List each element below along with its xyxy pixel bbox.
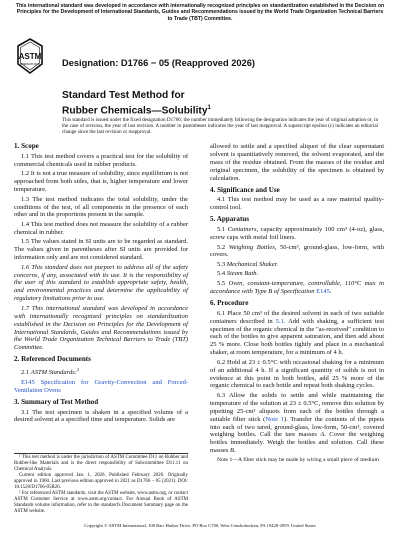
para-5-3 — [210, 261, 384, 269]
para-6-1-b: . Add with shaking, a sufficient test specimen of the organic chemical in the "as-received" condition to each of the bottles to give apparent saturation, and then add about 25 % more. Close both bottles tightly and place in a mechanical shaker, at room temperature, for a minimum of 4 h. — [210, 317, 384, 357]
para-1-2: 1.2 It is not a true measure of solubility, since equilibrium is not approached from both sides, that is, higher temperature and lower temperature. — [14, 170, 188, 194]
para-5-2-num: 5.2 — [217, 243, 229, 251]
para-1-3: 1.3 The test method indicates the total solubility, under the conditions of the test, of all components in the presence of each other and in the proportions present in the sample. — [14, 195, 188, 219]
heading-scope: 1. Scope — [14, 142, 39, 150]
para-1-7: 1.7 This international standard was developed in accordance with internationally recognized principles on standardization established in the Decision on Principles for the Development of International Standards, Guides and Recommendations issued by the World Trade Organization Technical Barriers to Trade (TBT) Committee. — [14, 304, 188, 352]
footnote-1: ¹ This test method is under the jurisdiction of ASTM Committee D11 on Rubber and Rubber-like Materials and is the direct responsibility of Subcommittee D11.11 on Chemical Analysis. — [14, 455, 188, 472]
para-1-1: 1.1 This test method covers a practical test for the solubility of commercial chemicals used in rubber products. — [14, 152, 188, 168]
link-e145[interactable]: E145 — [21, 378, 35, 386]
footnotes — [14, 453, 188, 515]
para-5-1 — [210, 226, 384, 242]
link-e145-spec[interactable]: E145 — [316, 287, 330, 295]
title-line-1: Standard Test Method for — [62, 90, 185, 101]
para-1-4: 1.4 This test method does not measure the solubility of a rubber chemical in rubber. — [14, 220, 188, 236]
footnote-1-edition: Current edition approved Jan. 1, 2026. Published February 2026. Originally approved in 1960. Last previous edition approved in 2021 as D1766 – 05 (2021). DOI: 10.1520/D1766-05R26. — [14, 473, 188, 490]
para-6-1-a: 6.1 Place 50 cm³ of the desired solvent in each of two suitable containers described in — [210, 309, 384, 325]
left-column — [14, 143, 188, 426]
svg-text:INTERNATIONAL: INTERNATIONAL — [19, 63, 41, 66]
para-6-3-d: . — [234, 447, 236, 455]
steam-bath-label: Steam Bath. — [226, 270, 259, 278]
heading-apparatus: 5. Apparatus — [210, 215, 250, 224]
para-1-6: 1.6 This standard does not purport to address all of the safety concerns, if any, associated with its use. It is the responsibility of the user of this standard to establish appropriate safety, health, and environmental practices and determine the applicability of regulatory limitations prior to use. — [14, 263, 188, 303]
para-6-3 — [210, 392, 384, 455]
para-3-1-continued: allowed to settle and a specified aliquot of the clear supernatant solvent is quantitatively removed, the solvent evaporated, and the mass of the residue obtained. From the masses of the residue and original specimen, the solubility of the specimen is obtained by calculation. — [210, 143, 384, 182]
heading-significance: 4. Significance and Use — [210, 185, 280, 194]
weighing-bottles-label: Weighing Bottles, — [228, 243, 277, 251]
note-1: Note 1—A filter stick may be made by wiring a small piece of medium — [217, 456, 379, 463]
para-5-4 — [210, 270, 384, 278]
right-column — [210, 143, 384, 465]
heading-procedure: 6. Procedure — [210, 298, 249, 307]
para-6-3-a: 6.3 Allow the solids to settle and while maintaining the temperature of the solution at 23 ± 0.5°C, remove this solution by pipetting 25-cm³ aliquots from each of the bottles through a suitable filter stick ( — [210, 391, 384, 423]
astm-standards-label: ASTM Standards: — [30, 369, 77, 377]
para-2-1 — [14, 366, 188, 377]
astm-logo-icon — [16, 38, 44, 74]
para-5-2 — [210, 244, 384, 260]
title-footnote-ref: 1 — [207, 105, 211, 111]
para-5-5 — [210, 280, 384, 296]
mechanical-shaker-label: Mechanical Shaker. — [226, 260, 279, 268]
reference-e145-title[interactable]: Specification for Gravity-Convection and Forced-Ventilation Ovens — [14, 378, 188, 394]
link-note-1[interactable]: Note 1 — [265, 415, 284, 423]
tare-mass-a: A — [320, 431, 325, 439]
para-1-5: 1.5 The values stated in SI units are to be regarded as standard. The values given in parentheses after SI units are provided for information only and are not considered standard. — [14, 238, 188, 262]
para-6-3-b: ). Transfer the contents of the pipets into each of two tared, ground-glass, low-form, 50-cm³, covered weighing bottles. Call the tare masses — [210, 415, 384, 439]
para-3-1: 3.1 The test specimen is shaken in a specified volume of a desired solvent at a specified time and temperature. Solids are — [14, 408, 188, 424]
standard-title — [62, 90, 211, 117]
para-5-2-text: 50-cm³, ground-glass, low-form, with covers. — [210, 243, 384, 259]
para-5-3-num: 5.3 — [217, 260, 227, 268]
mass-b: B — [230, 447, 235, 455]
footnote-ref-2: 2 — [76, 367, 80, 373]
wto-notice: This international standard was developed in accordance with internationally recognized principles on standardization established in the Decision on Principles for the Development of International Standards, Guides and Recommendations issued by the World Trade Organization Technical Barriers to Trade (TBT) Committee. — [15, 3, 385, 22]
para-5-5-end: . — [329, 287, 332, 295]
para-6-3-c: . Cover the weighing bottles immediately. Weigh the bottles and solution. Call these masses — [210, 431, 384, 455]
para-6-1 — [210, 310, 384, 357]
designation: Designation: D1766 − 05 (Reapproved 2026) — [62, 58, 255, 68]
oven-label: Oven, constant-temperature, controllable, 110°C max in accordance with Type B of Specification — [210, 279, 385, 295]
reference-e145 — [14, 379, 188, 395]
para-5-5-num: 5.5 — [217, 279, 229, 287]
copyright-footer: Copyright © ASTM International, 100 Barr Harbor Drive, PO Box C700, West Conshohocken, PA 19428-2959. United States — [84, 523, 316, 528]
svg-text:ASTM: ASTM — [18, 52, 42, 61]
para-6-2: 6.2 Hold at 23 ± 0.5°C with occasional shaking for a minimum of an additional 4 h. If a significant quantity of solids is not in evidence at this point in both bottles, add 25 % more of the organic chemical to each bottle and repeat both shaking cycles. — [210, 358, 384, 390]
containers-label: Containers, — [227, 226, 259, 234]
standard-issuance-note: This standard is issued under the fixed designation D1766; the number immediately following the designation indicates the year of original adoption or, in the case of revision, the year of last revision. A number in parentheses indicates the year of last reapproval. A superscript epsilon (ε) indicates an editorial change since the last revision or reapproval. — [62, 117, 378, 136]
para-5-1-text: capacity approximately 100 cm³ (4-oz), glass, screw caps with metal foil liners. — [210, 226, 384, 242]
para-5-4-num: 5.4 — [217, 270, 227, 278]
heading-summary: 3. Summary of Test Method — [14, 397, 99, 406]
footnote-2: ² For referenced ASTM standards, visit the ASTM website, www.astm.org, or contact ASTM Customer Service at www.astm.org/contact. For Annual Book of ASTM Standards volume information, refer to the standard's Document Summary page on the ASTM website. — [14, 491, 188, 514]
para-5-1-num: 5.1 — [217, 226, 228, 234]
title-text: Rubber Chemicals—Solubility — [62, 105, 208, 117]
heading-referenced-documents: 2. Referenced Documents — [14, 355, 91, 364]
para-4-1: 4.1 This test method may be used as a raw material quality-control tool. — [210, 196, 384, 212]
title-line-2 — [62, 102, 211, 117]
para-2-1-num: 2.1 — [21, 369, 31, 377]
link-section-5-1[interactable]: 5.1 — [275, 317, 284, 325]
